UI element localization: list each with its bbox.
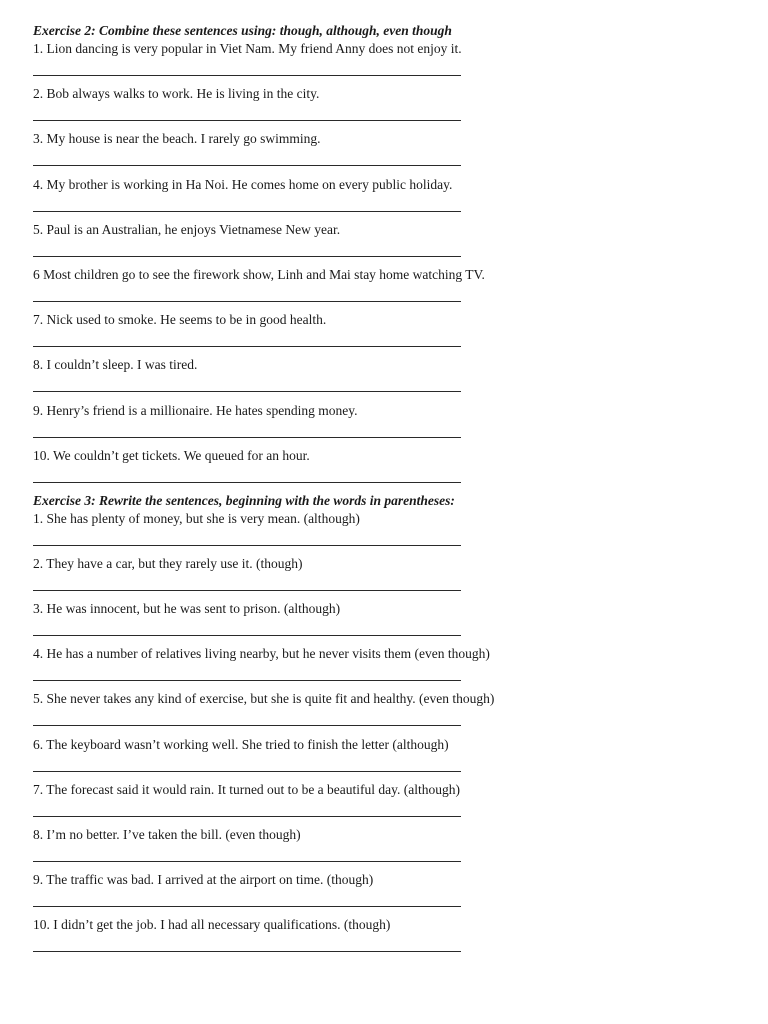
exercise-2-item [33,266,733,311]
exercise-3-item [33,826,733,871]
exercise-3-item [33,645,733,690]
question-text: 8. I couldn’t sleep. I was tired. [33,357,198,373]
question-text: 5. Paul is an Australian, he enjoys Vietnamese New year. [33,221,341,237]
answer-line[interactable] [33,620,461,636]
answer-line[interactable] [33,846,461,862]
question-text: 6. The keyboard wasn’t working well. She tried to finish the letter (although) [33,736,449,752]
exercise-2-item [33,85,733,130]
answer-line[interactable] [33,105,461,121]
answer-line[interactable] [33,936,461,952]
answer-line[interactable] [33,891,461,907]
answer-line[interactable] [33,196,461,212]
answer-line[interactable] [33,422,461,438]
exercise-3-item [33,555,733,600]
answer-line[interactable] [33,801,461,817]
question-text: 4. He has a number of relatives living nearby, but he never visits them (even though) [33,646,490,662]
exercise-2-item [33,40,733,85]
answer-line[interactable] [33,575,461,591]
question-text: 10. I didn’t get the job. I had all necessary qualifications. (though) [33,917,391,933]
question-text: 3. He was innocent, but he was sent to prison. (although) [33,601,341,617]
question-text: 8. I’m no better. I’ve taken the bill. (even though) [33,827,301,842]
exercise-3-item [33,690,733,735]
answer-line[interactable] [33,331,461,347]
exercise-2-title: Exercise 2: Combine these sentences using: though, although, even though [33,23,452,38]
answer-line[interactable] [33,60,461,76]
question-text: 2. They have a car, but they rarely use it. (though) [33,555,303,571]
exercise-2-item [33,221,733,266]
answer-line[interactable] [33,467,461,483]
exercise-3 [33,492,733,962]
answer-line[interactable] [33,376,461,392]
question-text: 1. She has plenty of money, but she is very mean. (although) [33,510,360,526]
exercise-3-item [33,916,733,961]
exercise-2-item [33,402,733,447]
worksheet [33,22,733,962]
question-text: 5. She never takes any kind of exercise, but she is quite fit and healthy. (even though) [33,691,495,707]
exercise-2 [33,22,733,490]
exercise-2-item [33,447,733,490]
exercise-2-item [33,356,733,401]
exercise-3-item [33,510,733,555]
question-text: 6 Most children go to see the firework show, Linh and Mai stay home watching TV. [33,266,485,282]
exercise-2-item [33,311,733,356]
exercise-2-item [33,176,733,221]
exercise-3-item [33,781,733,826]
question-text: 1. Lion dancing is very popular in Viet Nam. My friend Anny does not enjoy it. [33,41,462,56]
answer-line[interactable] [33,710,461,726]
answer-line[interactable] [33,150,461,166]
question-text: 9. Henry’s friend is a millionaire. He hates spending money. [33,402,358,418]
answer-line[interactable] [33,756,461,772]
exercise-2-item [33,130,733,175]
answer-line[interactable] [33,530,461,546]
question-text: 4. My brother is working in Ha Noi. He comes home on every public holiday. [33,176,453,192]
question-text: 7. Nick used to smoke. He seems to be in good health. [33,312,327,328]
answer-line[interactable] [33,241,461,257]
question-text: 2. Bob always walks to work. He is living in the city. [33,86,320,102]
answer-line[interactable] [33,286,461,302]
question-text: 3. My house is near the beach. I rarely go swimming. [33,131,321,147]
exercise-3-item [33,600,733,645]
exercise-3-title: Exercise 3: Rewrite the sentences, beginning with the words in parentheses: [33,492,455,508]
exercise-3-item [33,871,733,916]
question-text: 9. The traffic was bad. I arrived at the airport on time. (though) [33,872,374,888]
answer-line[interactable] [33,665,461,681]
question-text: 10. We couldn’t get tickets. We queued for an hour. [33,447,310,463]
exercise-3-item [33,736,733,781]
question-text: 7. The forecast said it would rain. It turned out to be a beautiful day. (although) [33,781,461,797]
